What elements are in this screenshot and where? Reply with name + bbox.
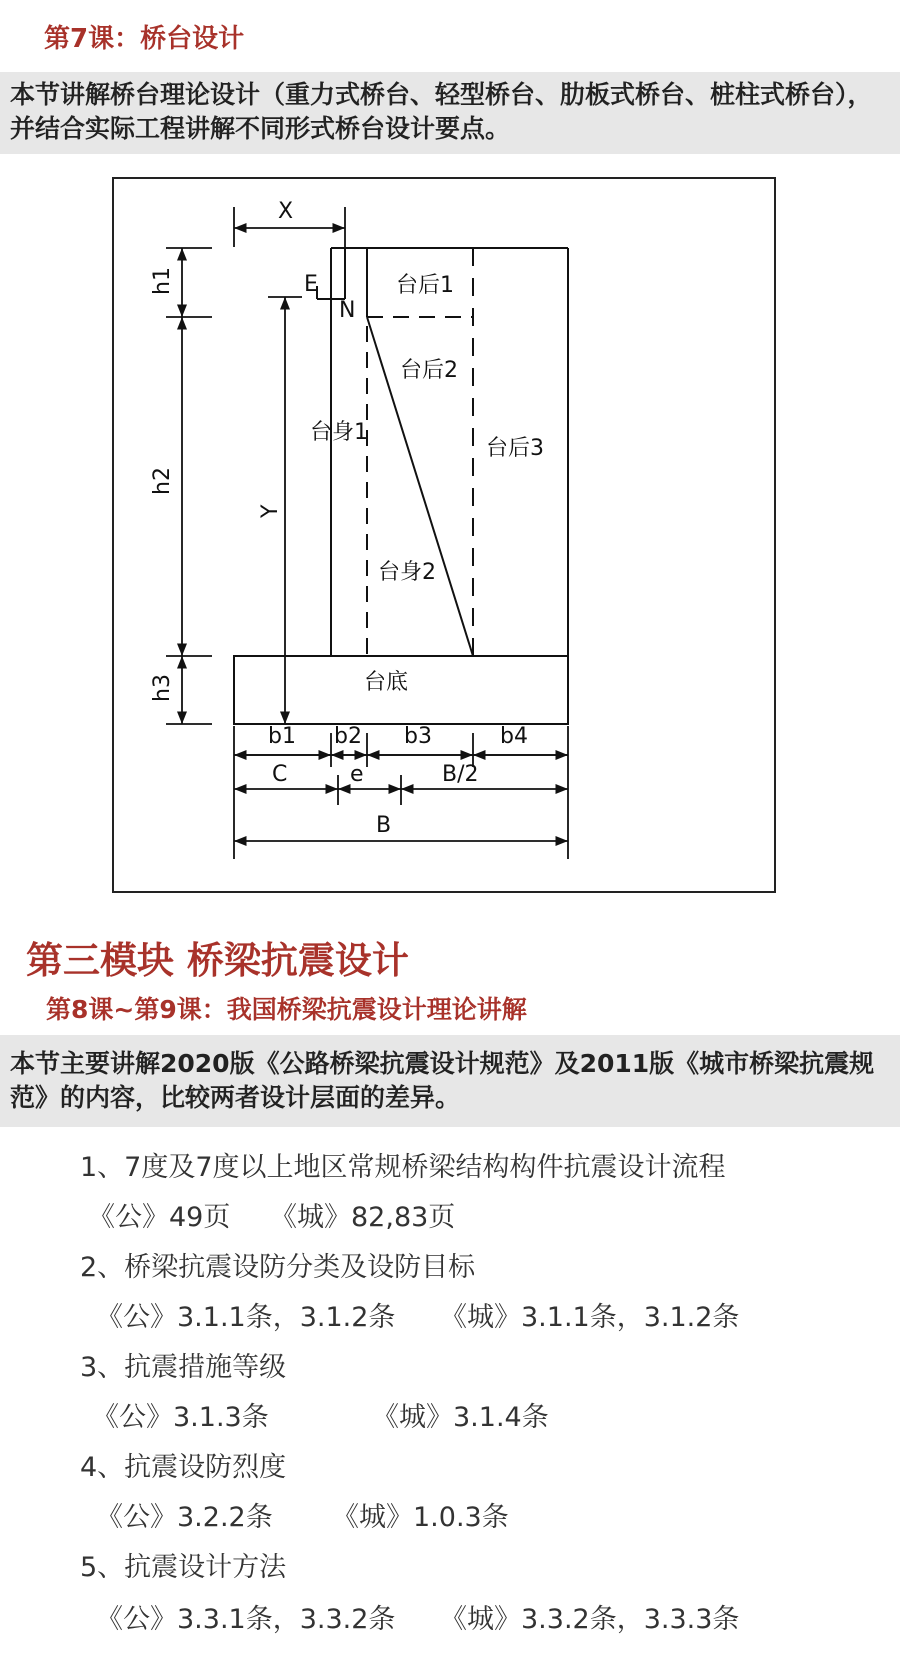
label-Y: Y: [258, 504, 283, 518]
list-item-ref-gong: 《公》3.1.3条: [92, 1402, 269, 1433]
label-E: E: [304, 272, 318, 297]
list-item-ref-cheng: 《城》3.3.2条，3.3.3条: [440, 1604, 740, 1635]
list-item-ref-gong: 《公》3.2.2条: [96, 1502, 273, 1533]
abutment-diagram: [112, 177, 776, 893]
label-C: C: [272, 762, 288, 787]
label-h2: h2: [150, 467, 175, 495]
label-b4: b4: [500, 724, 528, 749]
list-item-ref-cheng: 《城》3.1.1条，3.1.2条: [440, 1302, 740, 1333]
label-back3: 台后3: [486, 436, 544, 461]
label-back2: 台后2: [400, 358, 458, 383]
list-item-ref-gong: 《公》3.3.1条，3.3.2条: [96, 1604, 396, 1635]
lesson8-9-title: 第8课~第9课：我国桥梁抗震设计理论讲解: [46, 995, 527, 1024]
lesson7-title: 第7课：桥台设计: [44, 24, 245, 54]
label-e: e: [350, 762, 364, 787]
list-item-ref-cheng: 《城》3.1.4条: [372, 1402, 549, 1433]
list-item-ref-gong: 《公》3.1.1条，3.1.2条: [96, 1302, 396, 1333]
label-b1: b1: [268, 724, 296, 749]
label-back1: 台后1: [396, 273, 454, 298]
label-body1: 台身1: [310, 420, 368, 445]
label-base: 台底: [364, 670, 409, 695]
module3-title: 第三模块 桥梁抗震设计: [26, 939, 409, 982]
label-h1: h1: [150, 267, 175, 295]
module3-description-box: [0, 1035, 900, 1127]
list-item-heading: 1、7度及7度以上地区常规桥梁结构构件抗震设计流程: [80, 1152, 726, 1183]
label-b3: b3: [404, 724, 432, 749]
label-h3: h3: [150, 674, 175, 702]
label-B: B: [376, 813, 392, 838]
list-item-ref-cheng: 《城》82,83页: [270, 1202, 456, 1233]
label-b2: b2: [334, 724, 362, 749]
abutment-diagram-svg: [112, 177, 776, 893]
list-item-heading: 5、抗震设计方法: [80, 1552, 287, 1583]
label-B2: B/2: [442, 762, 479, 787]
list-item-ref-cheng: 《城》1.0.3条: [332, 1502, 509, 1533]
list-item-heading: 4、抗震设防烈度: [80, 1452, 287, 1483]
label-N: N: [339, 298, 356, 323]
module3-description: 本节主要讲解2020版《公路桥梁抗震设计规范》及2011版《城市桥梁抗震规范》的内容，比较两者设计层面的差异。: [10, 1049, 875, 1112]
lesson7-description: 本节讲解桥台理论设计（重力式桥台、轻型桥台、肋板式桥台、桩柱式桥台），并结合实际工程讲解不同形式桥台设计要点。: [10, 80, 873, 143]
label-body2: 台身2: [378, 560, 436, 585]
label-X: X: [278, 199, 294, 224]
list-item-ref-gong: 《公》49页: [88, 1202, 231, 1233]
lesson7-description-box: [0, 72, 900, 154]
list-item-heading: 2、桥梁抗震设防分类及设防目标: [80, 1252, 476, 1283]
list-item-heading: 3、抗震措施等级: [80, 1352, 287, 1383]
